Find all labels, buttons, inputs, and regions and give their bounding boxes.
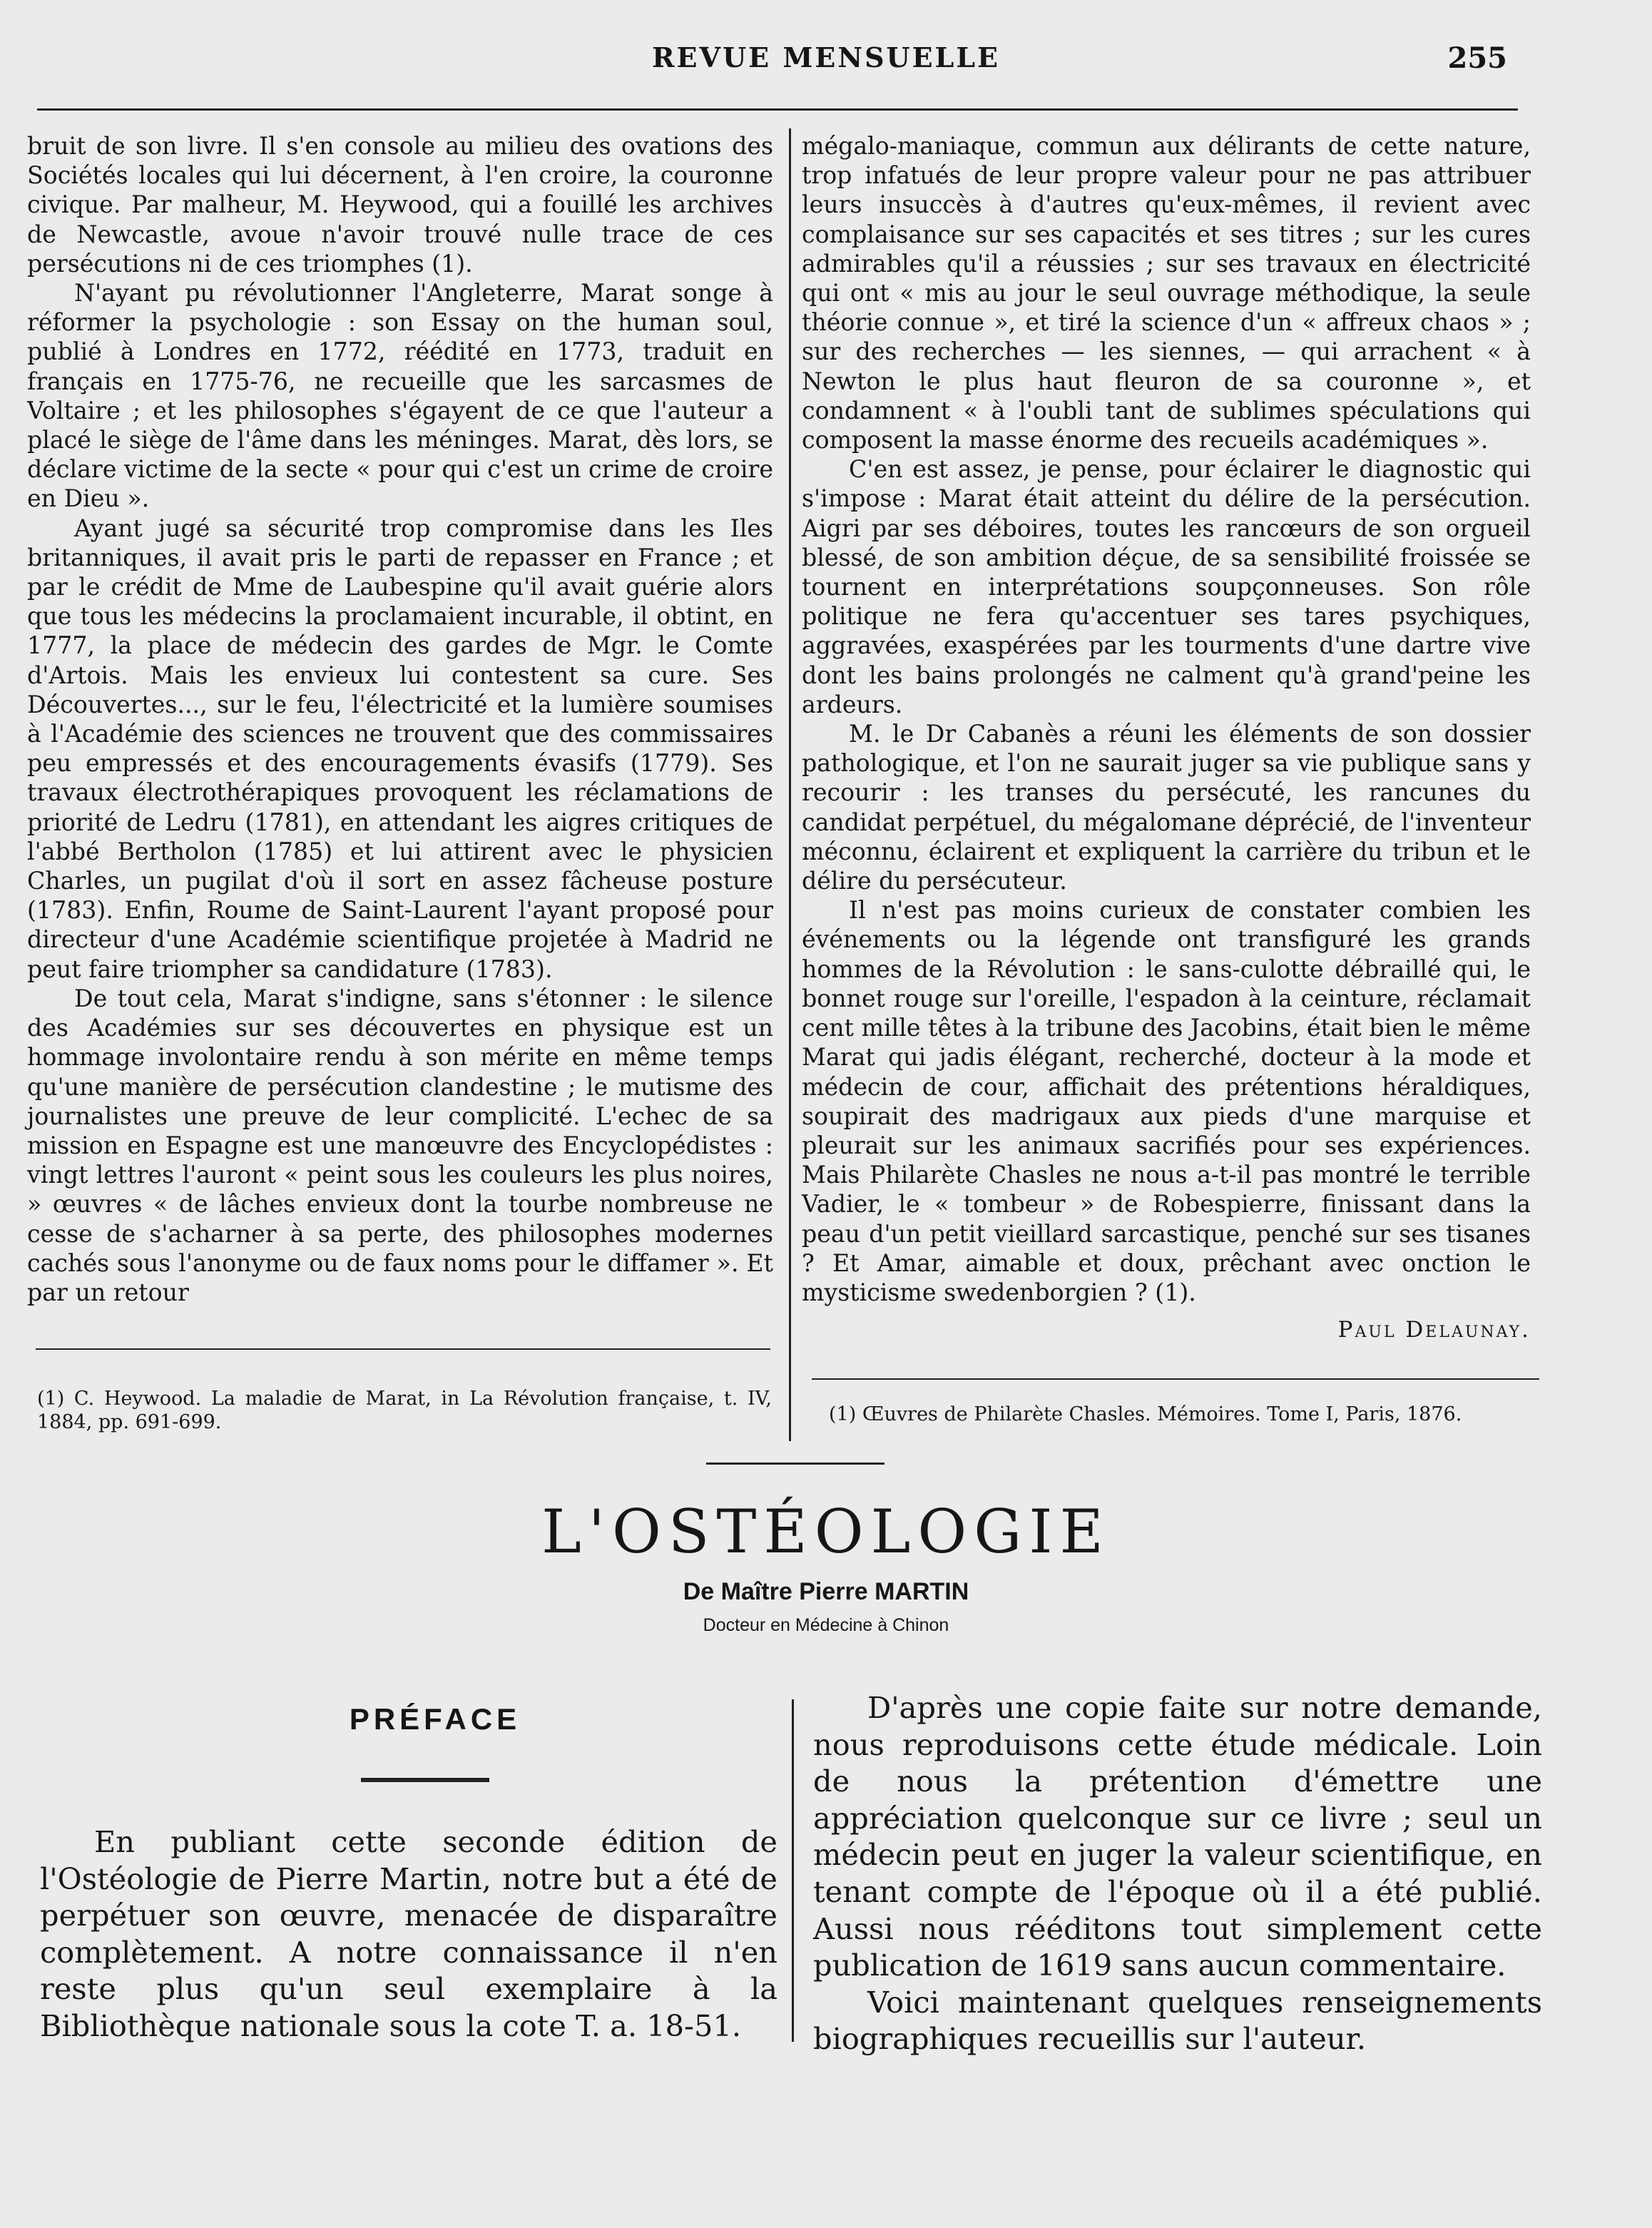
author-affiliation: Docteur en Médecine à Chinon <box>703 1615 949 1635</box>
author-signature: Paul Delaunay. <box>1337 1317 1531 1343</box>
header-rule <box>37 108 1518 111</box>
article-title: L'OSTÉOLOGIE <box>541 1497 1111 1567</box>
preface-right-paragraph-1: D'après une copie faite sur notre demande, nous reproduisons cette étude médicale. Loin de nous la prétention d'émettre une appréciation quelconque sur ce livre ; seul un médecin peut en juger la valeur scientifique, en tenant compte de l'époque où il a été publié. Aussi nous rééditons tout simplement cette publication de 1619 sans aucun commentaire. <box>813 1690 1542 1983</box>
section-separator <box>706 1463 884 1465</box>
right-column <box>802 131 1531 1345</box>
preface-heading: PRÉFACE <box>349 1702 521 1736</box>
running-title: REVUE MENSUELLE <box>651 41 1001 73</box>
column-divider <box>789 128 791 1441</box>
preface-underline <box>361 1778 489 1782</box>
preface-right-column <box>813 1689 1542 2057</box>
right-paragraph-2: C'en est assez, je pense, pour éclairer le diagnostic qui s'impose : Marat était atteint du délire de la persécution. Aigri par ses déboires, toutes les rancœurs de son orgueil blessé, de son ambition déçue, de sa sensibilité froissée se tournent en interprétations soupçonneuses. Son rôle politique ne fera qu'accentuer ses tares psychiques, aggravées, exaspérées par les tourments d'une dartre vive dont les bains prolongés ne calment qu'à grand'peine les ardeurs. <box>802 455 1531 718</box>
right-paragraph-1: mégalo-maniaque, commun aux délirants de cette nature, trop infatués de leur propre valeur pour ne pas attribuer leurs insuccès à d'autres qu'eux-mêmes, il revient avec complaisance sur ses capacités et ses titres ; sur les cures admirables qu'il a réussies ; sur ses travaux en électricité qui ont « mis au jour le seul ouvrage méthodique, la seule théorie connue », et tiré la science d'un « affreux chaos » ; sur des recherches — les siennes, — qui arrachent « à Newton le plus haut fleuron de sa couronne », et condamnent « à l'oubli tant de sublimes spéculations qui composent la masse énorme des recueils académiques ». <box>802 132 1531 454</box>
left-column <box>27 131 773 1307</box>
left-paragraph-3: Ayant jugé sa sécurité trop compromise dans les Iles britanniques, il avait pris le parti de repasser en France ; et par le crédit de Mme de Laubespine qu'il avait guérie alors que tous les médecins la proclamaient incurable, il obtint, en 1777, la place de médecin des gardes de Mgr. le Comte d'Artois. Mais les envieux lui contestent sa cure. Ses Découvertes..., sur le feu, l'électricité et la lumière soumises à l'Académie des sciences ne trouvent que des commissaires peu empressés et des encouragements évasifs (1779). Ses travaux électrothérapiques provoquent les réclamations de priorité de Ledru (1781), en attendant les aigres critiques de l'abbé Bertholon (1785) et lui attirent avec le physicien Charles, un pugilat d'où il sort en assez fâcheuse posture (1783). Enfin, Roume de Saint-Laurent l'ayant proposé pour directeur d'une Académie scientifique projetée à Madrid ne peut faire triompher sa candidature (1783). <box>27 514 773 983</box>
preface-left-paragraph: En publiant cette seconde édition de l'Ostéologie de Pierre Martin, notre but a été de perpétuer son œuvre, menacée de disparaître complètement. A notre connaissance il n'en reste plus qu'un seul exemplaire à la Bibliothèque nationale sous la cote T. a. 18-51. <box>40 1824 777 2043</box>
article-subtitle: De Maître Pierre MARTIN <box>683 1578 969 1605</box>
left-footnote: (1) C. Heywood. La maladie de Marat, in La Révolution française, t. IV, 1884, pp. 691-699. <box>37 1388 772 1433</box>
left-paragraph-4: De tout cela, Marat s'indigne, sans s'étonner : le silence des Académies sur ses découvertes en physique est un hommage involontaire rendu à son mérite en même temps qu'une manière de persécution clandestine ; le mutisme des journalistes une preuve de leur complicité. L'echec de sa mission en Espagne est une manœuvre des Encyclopédistes : vingt lettres l'auront « peint sous les couleurs les plus noires, » œuvres « de lâches envieux dont la tourbe nombreuse ne cesse de s'acharner à sa perte, des philosophes modernes cachés sous l'anonyme ou de faux noms pour le diffamer ». Et par un retour <box>27 984 773 1306</box>
right-paragraph-3: M. le Dr Cabanès a réuni les éléments de son dossier pathologique, et l'on ne saurait juger sa vie publique sans y recourir : les transes du persécuté, les rancunes du candidat perpétuel, du mégalomane déprécié, de l'inventeur méconnu, éclairent et expliquent la carrière du tribun et le délire du persécuteur. <box>802 720 1531 895</box>
left-footnote-rule <box>36 1348 770 1350</box>
left-paragraph-2: N'ayant pu révolutionner l'Angleterre, Marat songe à réformer la psychologie : son Essay on the human soul, publié à Londres en 1772, réédité en 1773, traduit en français en 1775-76, ne recueille que les sarcasmes de Voltaire ; et les philosophes s'égayent de ce que l'auteur a placé le siège de l'âme dans les méninges. Marat, dès lors, se déclare victime de la secte « pour qui c'est un crime de croire en Dieu ». <box>27 279 773 513</box>
right-footnote: (1) Œuvres de Philarète Chasles. Mémoires. Tome I, Paris, 1876. <box>829 1403 1462 1425</box>
preface-left-column <box>40 1823 777 2045</box>
page-number: 255 <box>1447 41 1507 75</box>
right-paragraph-4: Il n'est pas moins curieux de constater combien les événements ou la légende ont transfiguré les grands hommes de la Révolution : le sans-culotte débraillé qui, le bonnet rouge sur l'oreille, l'espadon à la ceinture, réclamait cent mille têtes à la tribune des Jacobins, était bien le même Marat qui jadis élégant, recherché, docteur à la mode et médecin de cour, affichait des prétentions héraldiques, soupirait des madrigaux aux pieds d'une marquise et pleurait sur les animaux sacrifiés pour ses expériences. Mais Philarète Chasles ne nous a-t-il pas montré le terrible Vadier, le « tombeur » de Robespierre, finissant dans la peau d'un petit vieillard sarcastique, penché sur ses tisanes ? Et Amar, aimable et doux, prêchant avec onction le mysticisme swedenborgien ? (1). <box>802 896 1531 1306</box>
lower-column-divider <box>792 1699 794 2042</box>
right-footnote-rule <box>812 1378 1539 1380</box>
left-paragraph-1: bruit de son livre. Il s'en console au milieu des ovations des Sociétés locales qui lui décernent, à l'en croire, la couronne civique. Par malheur, M. Heywood, qui a fouillé les archives de Newcastle, avoue n'avoir trouvé nulle trace de ces persécutions ni de ces triomphes (1). <box>27 132 773 278</box>
preface-right-paragraph-2: Voici maintenant quelques renseignements biographiques recueillis sur l'auteur. <box>813 1984 1542 2057</box>
